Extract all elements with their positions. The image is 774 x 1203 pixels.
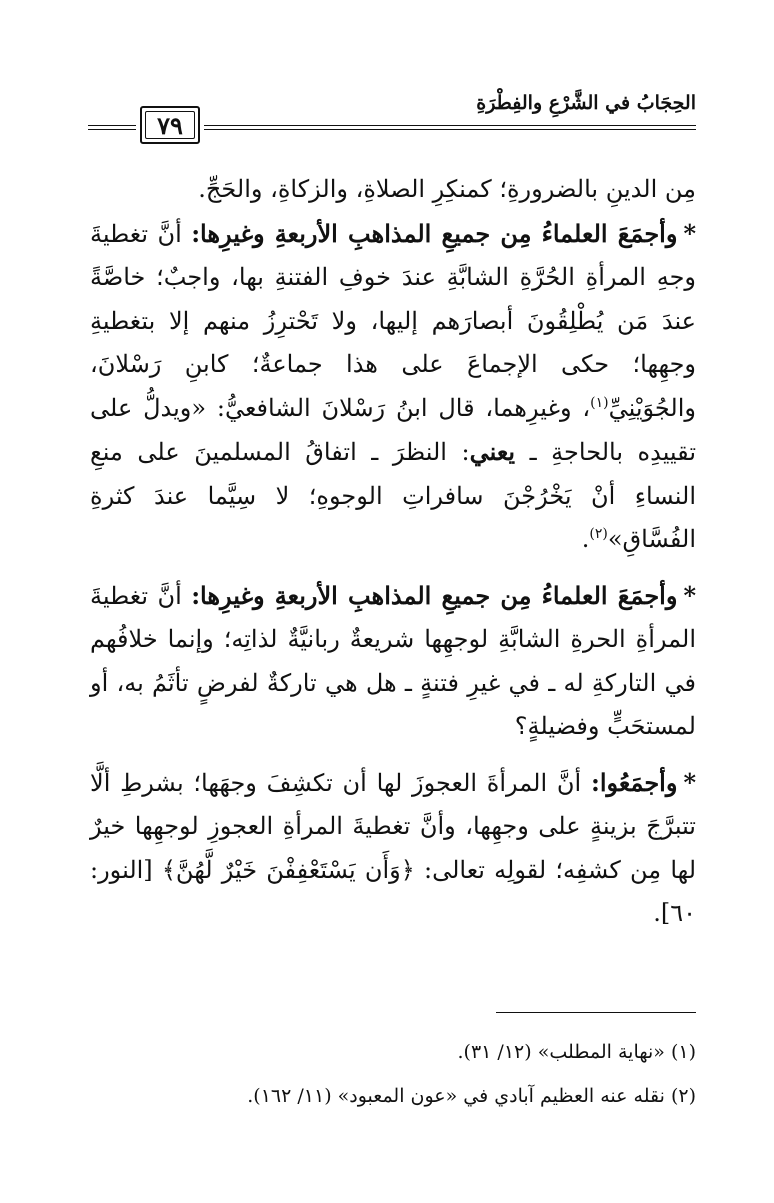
paragraph-2 [90,212,696,562]
paragraph-2-text-b: ، وغيرِهما، قال ابنُ رَسْلانَ الشافعيُّ: «ويدلُّ على تقييدِه بالحاجةِ ـ [90,393,696,466]
main-text [90,168,696,948]
star-marker: * [683,767,696,797]
paragraph-4-text: أنَّ المرأةَ العجوزَ لها أن تكشِفَ وجهَها؛ بشرطِ ألَّا تتبرَّجَ بزينةٍ على وجهِها، وأنَّ تغطيةَ المرأةِ العجوزِ لوجهِها خيرٌ لها مِن كشفِه؛ لقولِه تعالى: [90,768,697,884]
quran-verse: ﴿وَأَن يَسْتَعْفِفْنَ خَيْرٌ لَّهُنَّ﴾ [161,855,415,884]
paragraph-1-text: مِن الدينِ بالضرورةِ؛ كمنكِرِ الصلاةِ، والزكاةِ، والحَجِّ. [198,175,696,203]
footnote-separator [496,1012,696,1013]
paragraph-4-heading: وأجمَعُوا: [590,767,678,797]
page-header [88,92,696,142]
paragraph-4 [90,761,696,936]
page-number-frame [140,106,200,144]
paragraph-2-text-c: : النظرَ ـ اتفاقُ المسلمينَ على منعِ النساءِ أنْ يَخْرُجْنَ سافراتِ الوجوهِ؛ لا سِيَّما عندَ كثرةِ الفُسَّاقِ» [90,438,696,553]
footnote-ref-2[interactable]: (٢) [589,526,608,542]
paragraph-2-emphasis: يعني [469,437,516,466]
paragraph-3 [90,574,696,749]
footnote-1: (١) «نهاية المطلب» (١٢/ ٣١). [457,1041,696,1063]
paragraph-2-text-a: أنَّ تغطيةَ وجهِ المرأةِ الحُرَّةِ الشابَّةِ عندَ خوفِ الفتنةِ بها، واجبٌ؛ خاصَّةً عندَ مَن يُطْلِقُونَ أبصارَهم إليها، ولا تَحْترِزُ منهم إلا بتغطيةِ وجهِها؛ حكى الإجماعَ على هذا جماعةٌ؛ كابنِ رَسْلانَ، والجُوَيْنِيِّ [90,219,696,422]
paragraph-3-heading: وأجمَعَ العلماءُ مِن جميعِ المذاهبِ الأربعةِ وغيرِها: [191,580,678,610]
paragraph-2-end: . [581,525,590,553]
header-rule-left [88,125,136,130]
quran-reference: [النور: ٦٠]. [90,855,696,927]
header-rule-right [204,125,696,130]
paragraph-1 [90,168,696,212]
book-title: الحِجَابُ في الشَّرْعِ والفِطْرَةِ [476,92,696,114]
footnote-ref-1[interactable]: (١) [590,394,609,411]
footnote-2: (٢) نقله عنه العظيم آبادي في «عون المعبود» (١١/ ١٦٢). [247,1085,696,1107]
star-marker: * [683,580,696,610]
paragraph-2-heading: وأجمَعَ العلماءُ مِن جميعِ المذاهبِ الأربعةِ وغيرِها: [191,218,678,248]
star-marker: * [683,218,696,248]
page-number: ٧٩ [157,110,183,140]
paragraph-3-text: أنَّ تغطيةَ المرأةِ الحرةِ الشابَّةِ لوجهِها شريعةٌ ربانيَّةٌ لذاتِه؛ وإنما خلافُهم في التاركةِ له ـ في غيرِ فتنةٍ ـ هل هي تاركةٌ لفرضٍ تأثَمُ به، أو لمستحَبٍّ وفضيلةٍ؟ [90,581,696,740]
footnotes [90,1030,696,1118]
